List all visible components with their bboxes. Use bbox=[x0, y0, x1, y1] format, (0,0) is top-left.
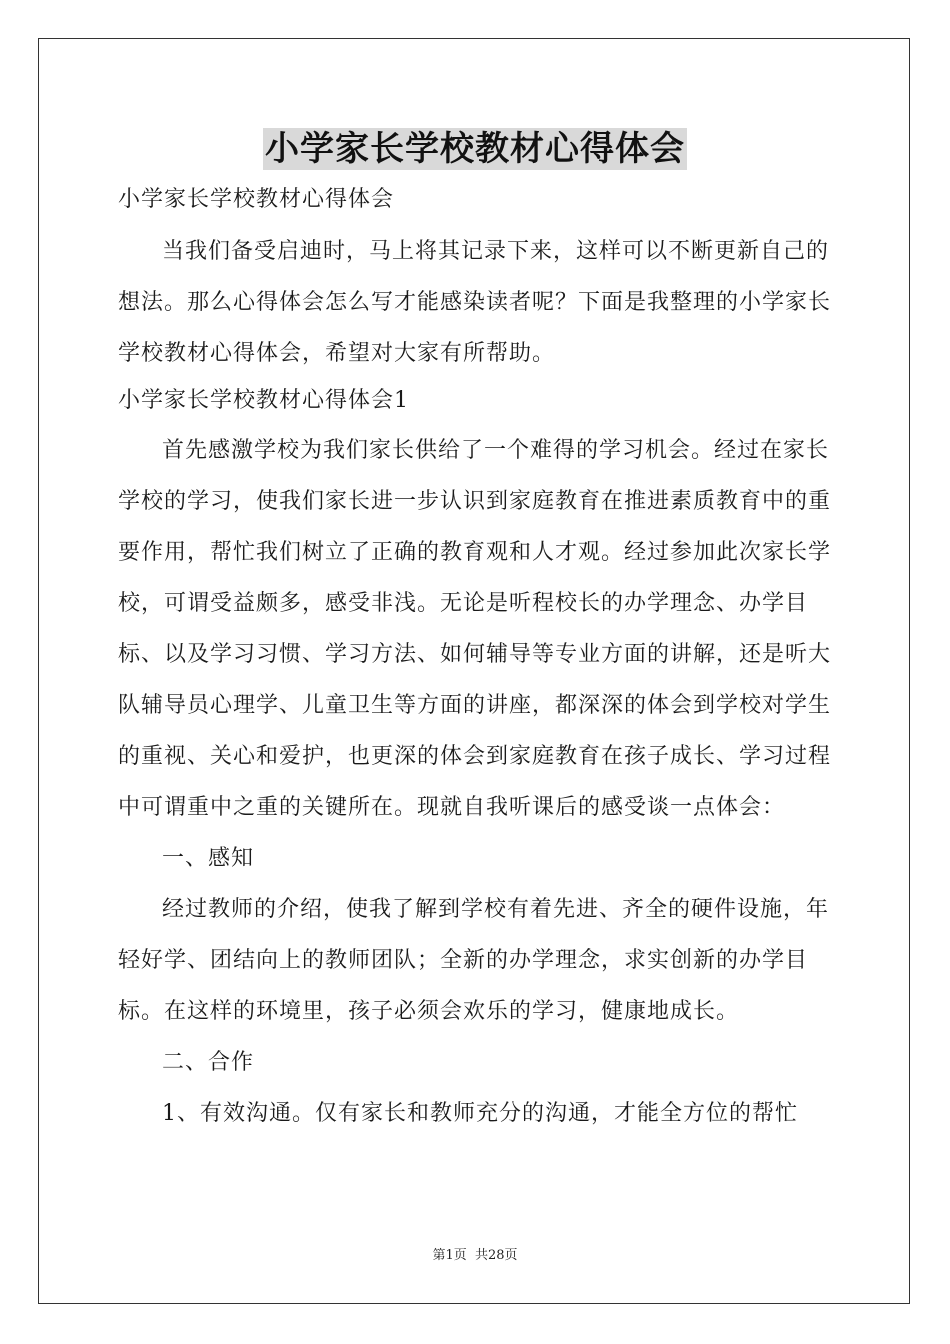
body-paragraph: 首先感激学校为我们家长供给了一个难得的学习机会。经过在家长学校的学习，使我们家长进一步认识到家庭教育在推进素质教育中的重要作用，帮忙我们树立了正确的教育观和人才观。经过参加此次家长学校，可谓受益颇多，感受非浅。无论是听程校长的办学理念、办学目标、以及学习习惯、学习方法、如何辅导等专业方面的讲解，还是听大队辅导员心理学、儿童卫生等方面的讲座，都深深的体会到学校对学生的重视、关心和爱护，也更深的体会到家庭教育在孩子成长、学习过程中可谓重中之重的关键所在。现就自我听课后的感受谈一点体会： bbox=[118, 438, 832, 820]
title-container bbox=[0, 128, 950, 170]
section-heading: 小学家长学校教材心得体会1 bbox=[118, 388, 409, 413]
point-heading: 二、合作 bbox=[162, 1050, 255, 1075]
body-paragraph: 经过教师的介绍，使我了解到学校有着先进、齐全的硬件设施，年轻好学、团结向上的教师团队；全新的办学理念，求实创新的办学目标。在这样的环境里，孩子必须会欢乐的学习，健康地成长。 bbox=[118, 897, 830, 1024]
page-total: 共28页 bbox=[474, 1248, 518, 1263]
page-number: 第1页 bbox=[432, 1248, 467, 1263]
document-subtitle: 小学家长学校教材心得体会 bbox=[118, 187, 395, 212]
body-paragraph: 1、有效沟通。仅有家长和教师充分的沟通，才能全方位的帮忙 bbox=[162, 1101, 798, 1126]
point-heading: 一、感知 bbox=[162, 846, 255, 871]
document-body bbox=[118, 180, 834, 1139]
page-footer bbox=[0, 1244, 950, 1263]
document-title: 小学家长学校教材心得体会 bbox=[265, 129, 685, 169]
intro-paragraph: 当我们备受启迪时，马上将其记录下来，这样可以不断更新自己的想法。那么心得体会怎么写才能感染读者呢？下面是我整理的小学家长学校教材心得体会，希望对大家有所帮助。 bbox=[118, 239, 832, 366]
